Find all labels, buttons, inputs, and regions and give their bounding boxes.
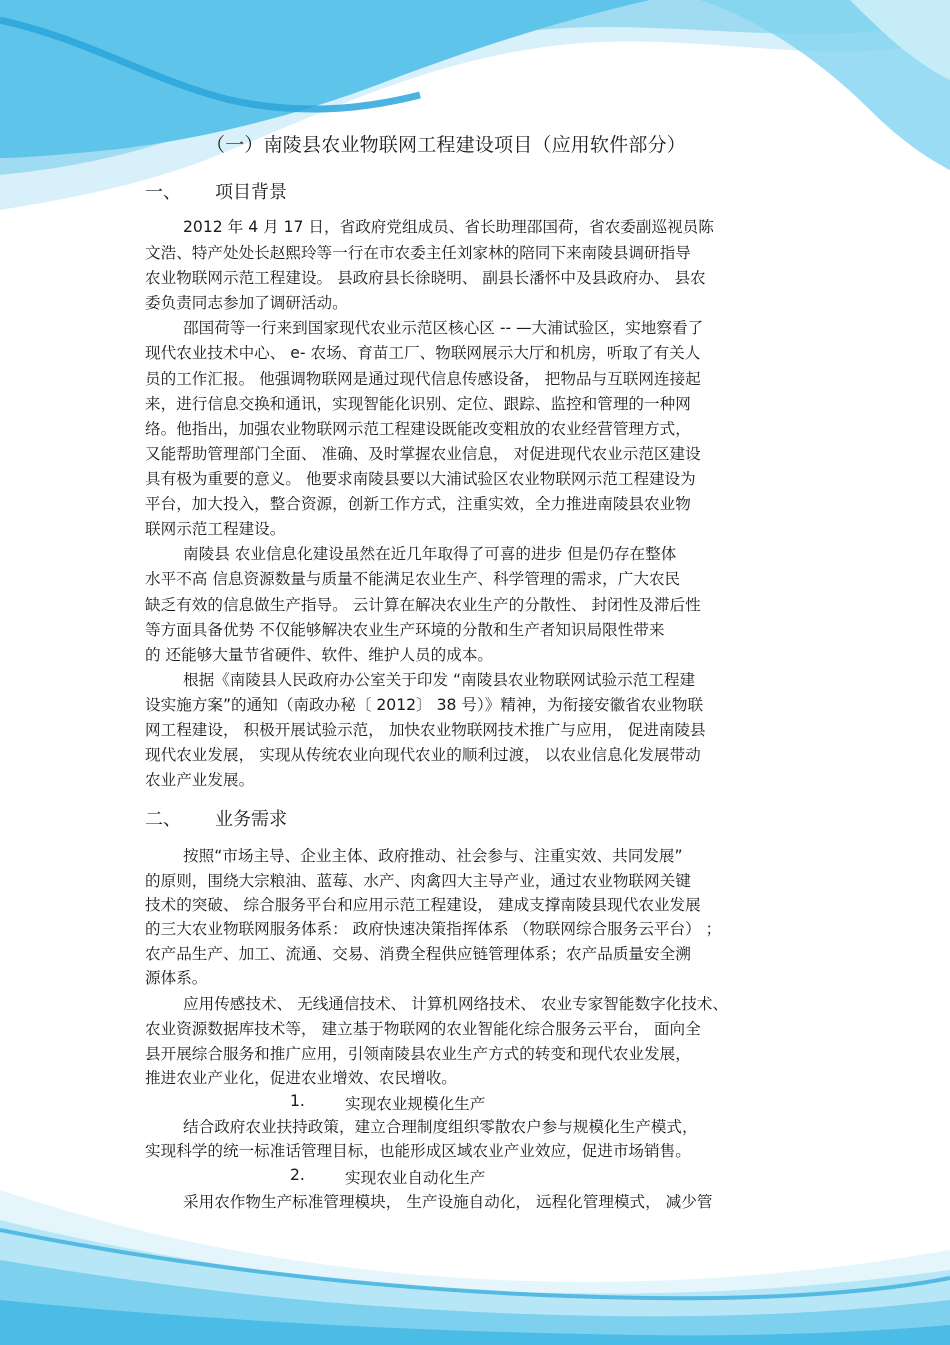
section-2-heading [145,805,287,831]
paragraph-line: 2012 年 4 月 17 日，省政府党组成员、省长助理邵国荷，省农委副巡视员陈 [183,218,714,236]
paragraph-line: 等方面具备优势 不仅能够解决农业生产环境的分散和生产者知识局限性带来 [145,621,665,639]
section-2-number: 二、 [145,809,181,830]
paragraph-line: 根据《南陵县人民政府办公室关于印发 “南陵县农业物联网试验示范工程建 [183,671,696,689]
paragraph-line: 现代农业技术中心、 e- 农场、育苗工厂、物联网展示大厅和机房，听取了有关人 [145,344,701,362]
paragraph-line: 技术的突破、 综合服务平台和应用示范工程建设， 建成支撑南陵县现代农业发展 [145,896,701,914]
paragraph-line: 推进农业产业化，促进农业增效、农民增收。 [145,1069,457,1087]
paragraph-line: 设实施方案”的通知（南政办秘〔 2012〕 38 号）》精神，为衔接安徽省农业物联 [145,696,704,714]
paragraph-line: 缺乏有效的信息做生产指导。 云计算在解决农业生产的分散性、 封闭性及滞后性 [145,596,701,614]
paragraph-line: 员的工作汇报。 他强调物联网是通过现代信息传感设备， 把物品与互联网连接起 [145,370,701,388]
paragraph-line: 来，进行信息交换和通讯，实现智能化识别、定位、跟踪、监控和管理的一种网 [145,395,691,413]
paragraph-line: 络。他指出，加强农业物联网示范工程建设既能改变粗放的农业经营管理方式， [145,420,691,438]
paragraph-line: 农业产业发展。 [145,771,255,789]
section-1-heading [145,178,287,204]
section-1-number: 一、 [145,182,181,203]
paragraph-line: 源体系。 [145,969,208,987]
paragraph-line: 县开展综合服务和推广应用，引领南陵县农业生产方式的转变和现代农业发展， [145,1045,691,1063]
paragraph-line: 实现科学的统一标准话管理目标，也能形成区域农业产业效应，促进市场销售。 [145,1142,691,1160]
paragraph-line: 农业资源数据库技术等， 建立基于物联网的农业智能化综合服务云平台， 面向全 [145,1020,701,1038]
paragraph-line: 邵国荷等一行来到国家现代农业示范区核心区 -- —大浦试验区，实地察看了 [183,319,704,337]
paragraph-line: 又能帮助管理部门全面、 准确、及时掌握农业信息， 对促进现代农业示范区建设 [145,445,701,463]
paragraph-line: 采用农作物生产标准管理模块， 生产设施自动化， 远程化管理模式， 减少管 [183,1193,713,1211]
item-2-number: 2. [290,1166,305,1184]
item-1-number: 1. [290,1092,305,1110]
paragraph-line: 平台，加大投入，整合资源，创新工作方式，注重实效，全力推进南陵县农业物 [145,495,691,513]
item-1-label: 实现农业规模化生产 [345,1095,486,1113]
paragraph-line: 农产品生产、加工、流通、交易、消费全程供应链管理体系；农产品质量安全溯 [145,945,691,963]
paragraph-line: 具有极为重要的意义。 他要求南陵县要以大浦试验区农业物联网示范工程建设为 [145,470,696,488]
paragraph-line: 联网示范工程建设。 [145,520,286,538]
paragraph-line: 网工程建设， 积极开展试验示范， 加快农业物联网技术推广与应用， 促进南陵县 [145,721,706,739]
paragraph-line: 按照“市场主导、企业主体、政府推动、社会参与、注重实效、共同发展” [183,847,683,865]
paragraph-line: 农业物联网示范工程建设。 县政府县长徐晓明、 副县长潘怀中及县政府办、 县农 [145,269,706,287]
section-2-title: 业务需求 [215,809,287,830]
section-1-title: 项目背景 [215,182,287,203]
paragraph-line: 现代农业发展， 实现从传统农业向现代农业的顺利过渡， 以农业信息化发展带动 [145,746,701,764]
paragraph-line: 应用传感技术、 无线通信技术、 计算机网络技术、 农业专家智能数字化技术、 [183,995,729,1013]
item-2-label: 实现农业自动化生产 [345,1169,486,1187]
paragraph-line: 结合政府农业扶持政策，建立合理制度组织零散农户参与规模化生产模式， [183,1118,698,1136]
paragraph-line: 的三大农业物联网服务体系： 政府快速决策指挥体系 （物联网综合服务云平台） ； [145,920,722,938]
paragraph-line: 的 还能够大量节省硬件、软件、维护人员的成本。 [145,646,494,664]
paragraph-line: 文浩、特产处处长赵熙玲等一行在市农委主任刘家林的陪同下来南陵县调研指导 [145,244,691,262]
paragraph-line: 委负责同志参加了调研活动。 [145,294,348,312]
paragraph-line: 水平不高 信息资源数量与质量不能满足农业生产、科学管理的需求，广大农民 [145,570,681,588]
paragraph-line: 的原则，围绕大宗粮油、蓝莓、水产、肉禽四大主导产业，通过农业物联网关键 [145,872,691,890]
document-title: （一）南陵县农业物联网工程建设项目（应用软件部分） [206,134,687,156]
paragraph-line: 南陵县 农业信息化建设虽然在近几年取得了可喜的进步 但是仍存在整体 [183,545,677,563]
